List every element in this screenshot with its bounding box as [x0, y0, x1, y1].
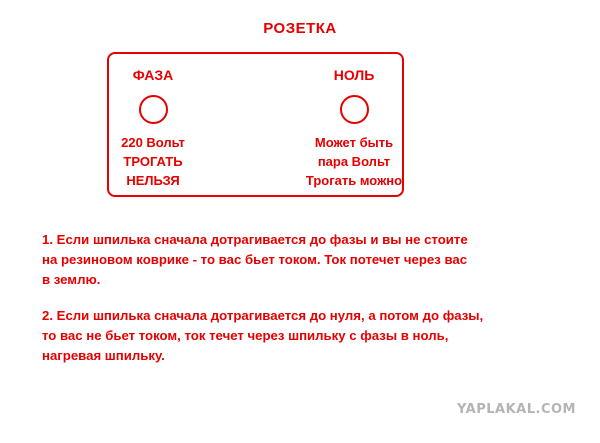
diagram-title: РОЗЕТКА — [263, 20, 337, 37]
watermark: YAPLAKAL.COM — [457, 402, 576, 417]
phase-label: ФАЗА — [132, 67, 174, 83]
note-line: 2. Если шпилька сначала дотрагивается до нуля, а потом до фазы, — [42, 308, 484, 323]
phase-terminal — [88, 66, 218, 190]
neutral-desc-line: Трогать можно — [305, 173, 403, 188]
neutral-description — [289, 133, 419, 190]
note-line: то вас не бьет током, ток течет через шпильку с фазы в ноль, — [42, 328, 449, 343]
note-line: 1. Если шпилька сначала дотрагивается до фазы и вы не стоите — [42, 232, 468, 247]
phase-description — [88, 133, 218, 190]
neutral-terminal — [289, 66, 419, 190]
phase-desc-line: НЕЛЬЗЯ — [126, 173, 180, 188]
phase-desc-line: ТРОГАТЬ — [123, 154, 183, 169]
neutral-hole — [340, 95, 369, 124]
phase-desc-line: 220 Вольт — [121, 135, 185, 150]
note-line: на резиновом коврике - то вас бьет током. Ток потечет через вас — [42, 252, 468, 267]
note-line: нагревая шпильку. — [42, 348, 165, 363]
phase-hole — [139, 95, 168, 124]
note-line: в землю. — [42, 272, 101, 287]
neutral-label: НОЛЬ — [333, 67, 375, 83]
note-2 — [42, 306, 582, 366]
neutral-desc-line: пара Вольт — [317, 154, 391, 169]
note-1 — [42, 230, 582, 290]
neutral-desc-line: Может быть — [314, 135, 394, 150]
